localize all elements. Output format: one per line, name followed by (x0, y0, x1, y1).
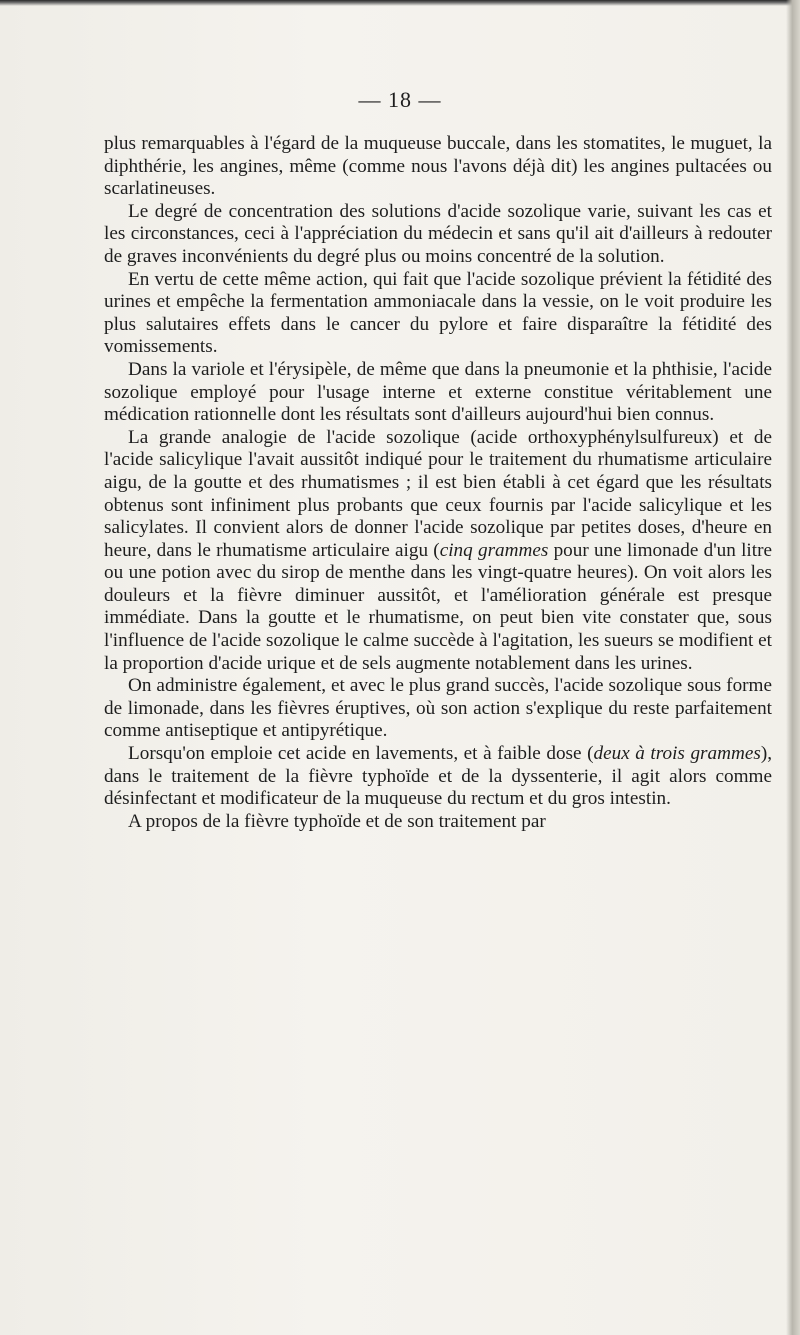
paragraph-fetidity (104, 269, 772, 359)
body-text (104, 133, 772, 833)
paragraph-italic: deux à trois grammes (593, 743, 761, 765)
paragraph-mucous-membrane (104, 133, 772, 201)
paragraph-text: Dans la variole et l'érysipèle, de même que dans la pneumonie et la phthisie, l'acide sozolique employé pour l'usage interne et externe constitue véritablement une médication rationnelle dont les résultats sont d'ailleurs aujourd'hui bien connus. (104, 358, 772, 426)
page-edge-shadow (786, 0, 800, 1335)
paragraph-text: On administre également, et avec le plus grand succès, l'acide sozolique sous forme de limonade, dans les fièvres éruptives, où son action s'explique du reste parfaitement comme antiseptique et antipyrétique. (104, 675, 772, 742)
paragraph-text: Le degré de concentration des solutions d'acide sozolique varie, suivant les cas et les circonstances, ceci à l'appréciation du médecin et sans qu'il ait d'ailleurs à redouter de graves inconvénients du degré plus ou moins concentré de la solution. (104, 200, 772, 267)
paragraph-enemas (104, 743, 772, 811)
paragraph-text: pour une limonade d'un litre ou une potion avec du sirop de menthe dans les vingt-quatre heures). On voit alors les douleurs et la fièvre diminuer aussitôt, et l'amélioration générale est presque immédiate. Dans la goutte et le rhumatisme, on peut bien vite constater que, sous l'influence de l'acide sozolique le calme succède à l'agitation, les sueurs se modifient et la proportion d'acide urique et de sels augmente notablement dans les urines. (104, 539, 772, 674)
paragraph-text: En vertu de cette même action, qui fait que l'acide sozolique prévient la fétidité des urines et empêche la fermentation ammoniacale dans la vessie, on le voit produire les plus salutaires effets dans le cancer du pylore et faire disparaître la fétidité des vomissements. (104, 268, 772, 358)
paragraph-text: A propos de la fièvre typhoïde et de son traitement par (128, 810, 546, 832)
page-number: — 18 — (358, 87, 442, 112)
paragraph-text: ), dans le traitement de la fièvre typhoïde et de la dyssenterie, il agit alors comme désinfectant et modificateur de la muqueuse du rectum et du gros intestin. (104, 743, 772, 810)
paragraph-typhoid (104, 811, 772, 834)
paragraph-text: plus remarquables à l'égard de la muqueuse buccale, dans les stomatites, le muguet, la diphthérie, les angines, même (comme nous l'avons déjà dit) les angines pultacées ou scarlatineuses. (104, 133, 772, 200)
paragraph-text: Lorsqu'on emploie cet acide en lavements, et à faible dose ( (128, 743, 594, 765)
paragraph-eruptive-fevers (104, 675, 772, 743)
paragraph-rheumatism (104, 427, 772, 676)
paragraph-italic: cinq grammes (439, 539, 549, 561)
paragraph-concentration (104, 201, 772, 269)
paragraph-variola (104, 359, 772, 427)
paragraph-text: La grande analogie de l'acide sozolique (acide orthoxyphénylsulfureux) et de l'acide salicylique l'avait aussitôt indiqué pour le traitement du rhumatisme articulaire aigu, de la goutte et des rhumatismes ; il est bien établi à cet égard que les résultats obtenus sont infiniment plus probants que ceux fournis par l'acide salicylique et les salicylates. Il convient alors de donner l'acide sozolique par petites doses, d'heure en heure, dans le rhumatisme articulaire aigu ( (104, 426, 772, 561)
top-edge-shadow (0, 0, 800, 6)
